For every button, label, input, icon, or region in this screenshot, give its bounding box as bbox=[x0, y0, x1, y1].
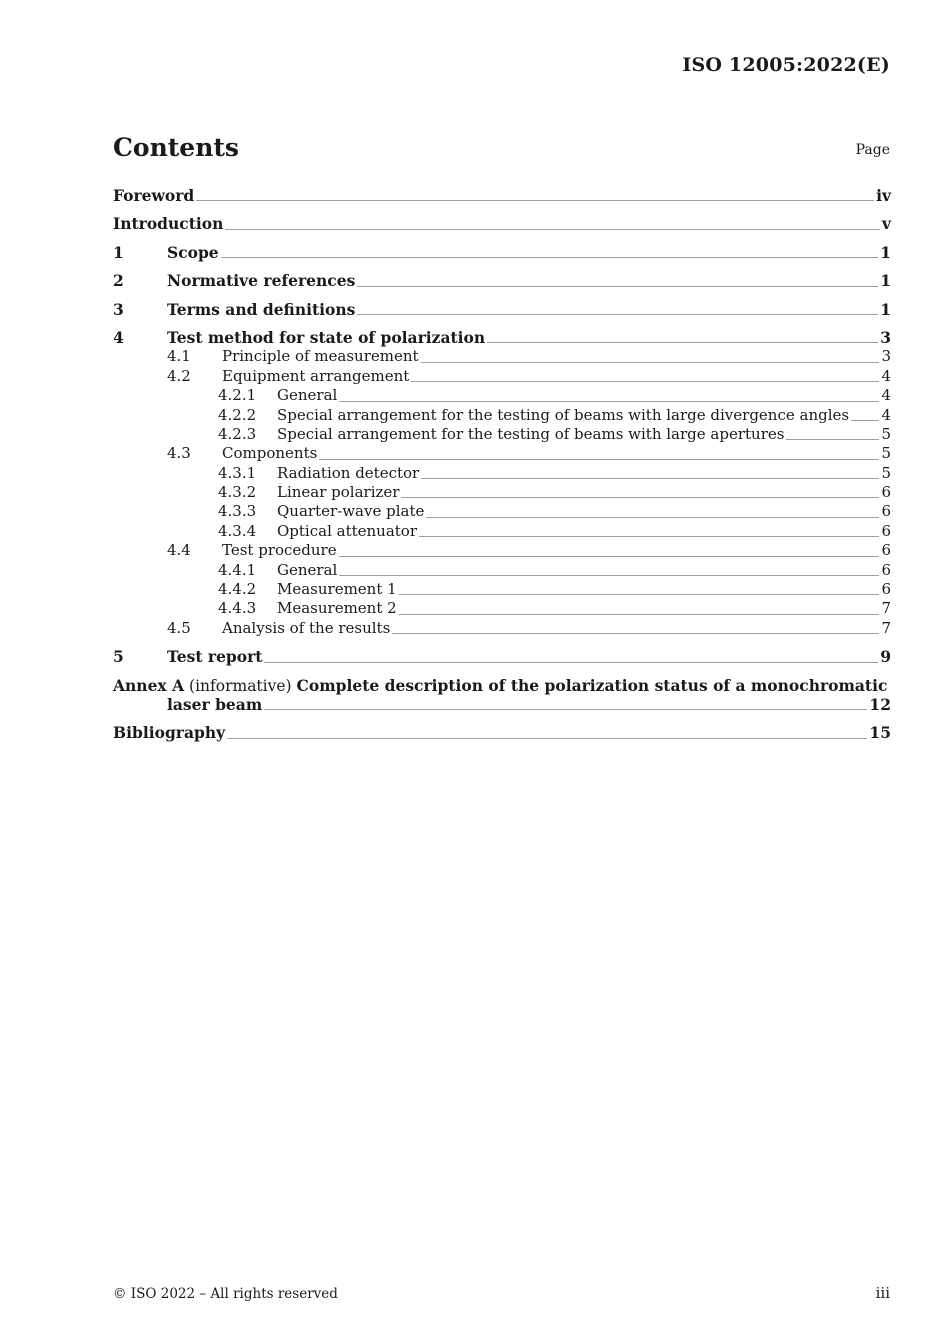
toc-entry-page: 5 bbox=[881, 463, 891, 482]
leader-dots bbox=[227, 738, 867, 739]
toc-entry-page: 3 bbox=[880, 327, 891, 347]
toc-entry-number: 4.4.1 bbox=[218, 560, 257, 579]
leader-dots bbox=[399, 594, 880, 595]
toc-entry[interactable] bbox=[113, 541, 891, 560]
annex-qualifier: (informative) bbox=[189, 676, 292, 695]
toc-entry-number: 4.4 bbox=[167, 541, 191, 560]
toc-entry-page: 6 bbox=[881, 580, 891, 599]
copyright-notice: © ISO 2022 – All rights reserved bbox=[113, 1286, 338, 1302]
toc-entry-number: 1 bbox=[113, 242, 124, 262]
toc-entry[interactable] bbox=[113, 561, 891, 580]
toc-entry[interactable] bbox=[113, 580, 891, 599]
toc-entry-page: 4 bbox=[881, 405, 891, 424]
toc-entry[interactable] bbox=[113, 406, 891, 425]
toc-entry-title: Special arrangement for the testing of beams with large divergence angles bbox=[277, 405, 850, 424]
annex-title-line1: Complete description of the polarization status of a monochromatic bbox=[296, 675, 888, 695]
toc-entry-number: 2 bbox=[113, 271, 124, 291]
toc-entry-number: 4.2.3 bbox=[218, 424, 257, 443]
toc-entry[interactable] bbox=[113, 300, 891, 319]
toc-entry[interactable] bbox=[113, 347, 891, 366]
toc-entry-title: Test report bbox=[167, 647, 263, 667]
leader-dots bbox=[401, 497, 879, 498]
leader-dots bbox=[421, 362, 880, 363]
toc-entry-title: Scope bbox=[167, 242, 219, 262]
leader-dots bbox=[786, 439, 879, 440]
toc-entry-page: 4 bbox=[881, 366, 891, 385]
annex-label: Annex A bbox=[113, 675, 185, 695]
toc-entry-number: 4.1 bbox=[167, 347, 191, 366]
leader-dots bbox=[357, 286, 878, 287]
toc-entry-title: Special arrangement for the testing of beams with large apertures bbox=[277, 424, 785, 443]
toc-entry-title: Terms and definitions bbox=[167, 299, 356, 319]
toc-entry-page: 7 bbox=[881, 599, 891, 618]
toc-entry[interactable] bbox=[113, 186, 891, 205]
leader-dots bbox=[851, 420, 879, 421]
document-identifier: ISO 12005:2022(E) bbox=[682, 54, 890, 76]
toc-entry[interactable] bbox=[113, 619, 891, 638]
toc-entry[interactable] bbox=[113, 386, 891, 405]
toc-entry[interactable] bbox=[113, 214, 891, 233]
toc-entry[interactable] bbox=[113, 444, 891, 463]
toc-entry-title: Radiation detector bbox=[277, 463, 420, 482]
toc-entry[interactable] bbox=[113, 367, 891, 386]
toc-entry-title: Analysis of the results bbox=[222, 618, 391, 637]
toc-entry-title: Test procedure bbox=[222, 541, 337, 560]
toc-entry-number: 4.3.1 bbox=[218, 463, 257, 482]
leader-dots bbox=[421, 478, 879, 479]
toc-entry-number: 4.3 bbox=[167, 444, 191, 463]
toc-entry-page: 6 bbox=[881, 541, 891, 560]
annex-title-line2: laser beam bbox=[167, 694, 263, 714]
leader-dots bbox=[419, 536, 879, 537]
toc-entry[interactable] bbox=[113, 425, 891, 444]
table-of-contents bbox=[113, 186, 891, 743]
leader-dots bbox=[264, 709, 867, 710]
bibliography-title: Bibliography bbox=[113, 723, 226, 743]
annex-entry-line2[interactable] bbox=[113, 695, 891, 714]
leader-dots bbox=[411, 381, 879, 382]
toc-entry-number: 4.5 bbox=[167, 618, 191, 637]
leader-dots bbox=[399, 614, 880, 615]
toc-entry-title: Linear polarizer bbox=[277, 483, 400, 502]
toc-entry-number: 5 bbox=[113, 647, 124, 667]
toc-entry[interactable] bbox=[113, 599, 891, 618]
toc-entry-number: 3 bbox=[113, 299, 124, 319]
toc-entry[interactable] bbox=[113, 647, 891, 666]
toc-entry-title: Foreword bbox=[113, 186, 195, 205]
toc-entry-page: 6 bbox=[881, 521, 891, 540]
toc-entry-page: 5 bbox=[881, 424, 891, 443]
toc-entry-page: 6 bbox=[881, 502, 891, 521]
toc-entry-bibliography[interactable] bbox=[113, 723, 891, 742]
toc-entry[interactable] bbox=[113, 522, 891, 541]
toc-entry-number: 4.2.2 bbox=[218, 405, 257, 424]
toc-entry-page: 3 bbox=[881, 347, 891, 366]
leader-dots bbox=[339, 556, 880, 557]
toc-entry-number: 4.3.4 bbox=[218, 521, 257, 540]
leader-dots bbox=[319, 459, 879, 460]
leader-dots bbox=[225, 229, 880, 230]
toc-entry-title: Optical attenuator bbox=[277, 521, 418, 540]
leader-dots bbox=[357, 314, 878, 315]
toc-entry-page: 1 bbox=[880, 242, 891, 262]
toc-entry-page: 6 bbox=[881, 560, 891, 579]
toc-entry-number: 4.2 bbox=[167, 366, 191, 385]
toc-entry-title: Quarter-wave plate bbox=[277, 502, 425, 521]
toc-entry-page: iv bbox=[876, 186, 891, 205]
page-title: Contents bbox=[113, 133, 240, 162]
toc-entry-title: Test method for state of polarization bbox=[167, 327, 486, 347]
toc-entry-page: 7 bbox=[881, 618, 891, 637]
toc-entry-page: 5 bbox=[881, 444, 891, 463]
leader-dots bbox=[426, 517, 879, 518]
leader-dots bbox=[221, 257, 879, 258]
toc-entry-number: 4.4.2 bbox=[218, 580, 257, 599]
toc-entry-title: General bbox=[277, 386, 338, 405]
toc-entry-page: 4 bbox=[881, 386, 891, 405]
toc-entry-page: v bbox=[881, 214, 891, 234]
toc-entry-page: 6 bbox=[881, 483, 891, 502]
toc-entry[interactable] bbox=[113, 502, 891, 521]
toc-entry-title: Measurement 1 bbox=[277, 580, 397, 599]
leader-dots bbox=[264, 662, 878, 663]
toc-entry[interactable] bbox=[113, 271, 891, 290]
toc-entry-title: Principle of measurement bbox=[222, 347, 419, 366]
toc-entry-title: Normative references bbox=[167, 271, 356, 291]
page-column-label: Page bbox=[855, 142, 890, 158]
leader-dots bbox=[196, 200, 874, 201]
toc-entry-title: Introduction bbox=[113, 214, 224, 234]
toc-entry[interactable] bbox=[113, 483, 891, 502]
toc-entry[interactable] bbox=[113, 243, 891, 262]
leader-dots bbox=[392, 633, 879, 634]
toc-entry-page: 1 bbox=[880, 271, 891, 291]
toc-entry-number: 4.2.1 bbox=[218, 386, 257, 405]
toc-entry-title: Equipment arrangement bbox=[222, 366, 410, 385]
page-number: iii bbox=[875, 1284, 890, 1302]
toc-entry-number: 4.3.3 bbox=[218, 502, 257, 521]
toc-entry-number: 4 bbox=[113, 327, 124, 347]
annex-entry-line1[interactable] bbox=[113, 676, 891, 695]
toc-entry-page: 1 bbox=[880, 299, 891, 319]
toc-entry-title: General bbox=[277, 560, 338, 579]
toc-entry-page: 9 bbox=[880, 647, 891, 667]
toc-entry-title: Measurement 2 bbox=[277, 599, 397, 618]
toc-entry[interactable] bbox=[113, 328, 891, 347]
leader-dots bbox=[339, 401, 879, 402]
toc-entry[interactable] bbox=[113, 464, 891, 483]
toc-entry-title: Components bbox=[222, 444, 318, 463]
leader-dots bbox=[339, 575, 879, 576]
bibliography-page: 15 bbox=[869, 723, 891, 743]
toc-entry-number: 4.3.2 bbox=[218, 483, 257, 502]
leader-dots bbox=[487, 342, 878, 343]
toc-entry-number: 4.4.3 bbox=[218, 599, 257, 618]
annex-page: 12 bbox=[869, 694, 891, 714]
